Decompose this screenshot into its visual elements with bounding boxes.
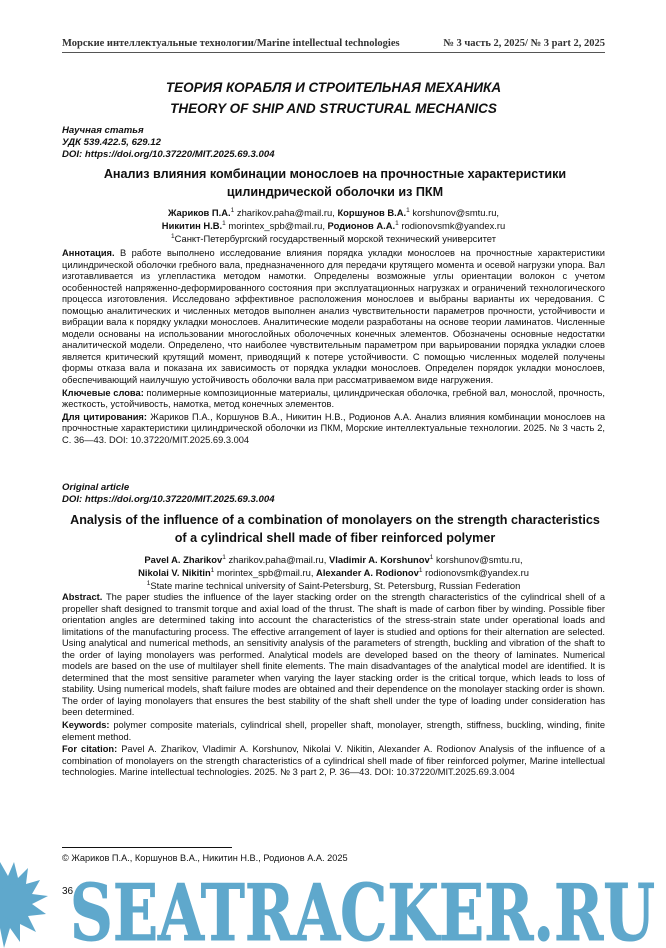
affiliation-mark: 1 xyxy=(418,566,423,574)
author-email: zharikov.paha@mail.ru, xyxy=(228,554,327,565)
article-meta-en xyxy=(62,482,605,506)
abstract-block-en xyxy=(62,592,605,780)
abstract-en xyxy=(62,592,605,719)
affiliation: Санкт-Петербургский государственный морской технический университет xyxy=(174,233,496,244)
article-title-ru: Анализ влияния комбинации монослоев на прочностные характеристики цилиндрической оболочки из ПКМ xyxy=(103,167,567,199)
section-title-ru: ТЕОРИЯ КОРАБЛЯ И СТРОИТЕЛЬНАЯ МЕХАНИКА xyxy=(165,80,502,95)
citation-text: Жариков П.А., Коршунов В.А., Никитин Н.В., Родионов А.А. Анализ влияния комбинации монослоев на прочностные характеристики цилиндрической оболочки из ПКМ, Морские интеллектуальные технологии. 2025. № 3 часть 2, С. 36—43. DOI: 10.37220/MIT.2025.69.3.004 xyxy=(62,411,605,445)
copyright-note: © Жариков П.А., Коршунов В.А., Никитин Н.В., Родионов А.А. 2025 xyxy=(62,853,348,863)
authors-en xyxy=(62,553,605,592)
authors-ru xyxy=(62,206,605,245)
page-number: 36 xyxy=(62,886,74,897)
running-header xyxy=(62,38,605,53)
affiliation-mark: 1 xyxy=(222,219,226,227)
affiliation-mark: 1 xyxy=(406,206,410,214)
citation-ru xyxy=(62,412,605,447)
author-name: Vladimir A. Korshunov xyxy=(329,554,430,565)
author-email: morintex_spb@mail.ru, xyxy=(216,567,314,578)
abstract-label: Abstract. xyxy=(62,592,103,602)
author-name: Коршунов В.А. xyxy=(337,207,407,218)
article-meta-ru xyxy=(62,125,605,161)
author-email: rodionovsmk@yandex.ru xyxy=(425,567,529,578)
affiliation-mark: 1 xyxy=(230,206,235,214)
sunburst-icon xyxy=(0,862,48,948)
affiliation-mark: 1 xyxy=(170,232,175,240)
author-name: Никитин Н.В. xyxy=(161,220,223,231)
author-name: Nikolai V. Nikitin xyxy=(138,567,211,578)
author-email: korshunov@smtu.ru, xyxy=(435,554,523,565)
watermark-text: SEATRACKER.RU xyxy=(70,868,655,948)
author-email: rodionovsmk@yandex.ru xyxy=(401,220,506,231)
keywords-label: Keywords: xyxy=(62,720,110,731)
author-name: Alexander A. Rodionov xyxy=(316,567,419,578)
keywords-en xyxy=(62,720,605,743)
keywords-ru xyxy=(62,388,605,411)
abstract-text: The paper studies the influence of the layer stacking order on the strength characteristics of the cylindrical shell of a propeller shaft designed to transmit torque and axial load of the thrust. The shaft is made of carbon fiber by winding. Possible fiber orientation angles are determined taking into account the characteristics of the stress-strain state under operational loads and limitations of the manufacturing process. The effective arrangement of layer is studied and options for their alternation are selected. Using analytical and numerical methods, an sensitivity analysis of the parameters of strength, buckling and vibration of the shaft to the order of laying monolayers was performed. Analytical models are developed based on the theory of laminates. Numerical models are based on the use of multilayer shell finite elements. The main disadvantages of the analytical model are identified. It is determined that the most sensitive parameter when varying the layer stacking order is the critical torque, which leads to loss of stability. Using numerical models, shaft failure modes are obtained and their dependence on the monolayer stacking order is shown. The order of laying monolayers that ensures the best stability of the shaft shell under the type of loading under consideration has been determined. xyxy=(62,592,605,718)
abstract-text: В работе выполнено исследование влияния порядка укладки монослоев на прочностные характеристики цилиндрической оболочки гребного вала, предназначенного для передачи крутящего момента и осевой нагрузки упора. Вал изготавливается из углепластика методом намотки. Определены возможные углы ориентации волокон с учетом особенностей напряженно-деформированного состояния при эксплуатационных нагрузках и ограничений технологического процесса изготовления. Исследовано эффективное расположения монослоев и выбраны варианты их чередования. С помощью аналитических и численных методов выполнен анализ чувствительности параметров прочности, устойчивости и вибрации вала к порядку укладки монослоев. Аналитические модели разработаны на основе теории ламинатов. Численные модели основаны на использовании многослойных оболочечных конечных элементов. Обозначены основные недостатки аналитической модели. Определено, что наиболее чувствительным параметром при варьировании порядка укладки слоев является критический крутящий момент, приводящий к потере устойчивости. С помощью численных моделей получены формы отказа вала и показана их зависимость от порядка укладки монослоев. Определен порядок укладки монослоев, обеспечивающий наилучшую устойчивость оболочки вала при рассматриваемом виде нагружения. xyxy=(62,248,606,386)
affiliation-mark: 1 xyxy=(146,579,151,587)
udc: УДК 539.422.5, 629.12 xyxy=(62,137,161,148)
author-email: korshunov@smtu.ru, xyxy=(412,207,500,218)
affiliation-mark: 1 xyxy=(210,566,215,574)
keywords-label: Ключевые слова: xyxy=(62,387,144,398)
author-email: morintex_spb@mail.ru, xyxy=(228,220,325,231)
citation-text: Pavel A. Zharikov, Vladimir A. Korshunov, Nikolai V. Nikitin, Alexander A. Rodionov Analysis of the influence of a combination of monolayers on the strength characteristics of a cylindrical shell made of fiber reinforced polymer, Marine intellectual technologies. Marine intellectual technologies. 2025. № 3 part 2, P. 36—43. DOI: 10.37220/MIT.2025.69.3.004 xyxy=(62,744,605,778)
journal-name: Морские интеллектуальные технологии/Marine intellectual technologies xyxy=(62,38,400,49)
affiliation-mark: 1 xyxy=(222,553,226,561)
doi: DOI: https://doi.org/10.37220/MIT.2025.69.3.004 xyxy=(62,149,275,160)
author-name: Pavel A. Zharikov xyxy=(144,554,223,565)
affiliation-mark: 1 xyxy=(395,219,399,227)
affiliation: State marine technical university of Saint-Petersburg, St. Petersburg, Russian Federation xyxy=(150,580,521,591)
section-title-en: THEORY OF SHIP AND STRUCTURAL MECHANICS xyxy=(170,101,497,116)
issue-info: № 3 часть 2, 2025/ № 3 part 2, 2025 xyxy=(443,38,605,49)
article-title-en: Analysis of the influence of a combination of monolayers on the strength characteristics of a cylindrical shell made of fiber reinforced polymer xyxy=(70,513,600,545)
doi: DOI: https://doi.org/10.37220/MIT.2025.69.3.004 xyxy=(62,494,275,505)
abstract-ru xyxy=(62,248,605,387)
abstract-block-ru xyxy=(62,248,605,447)
citation-en xyxy=(62,744,605,779)
footnote-divider xyxy=(62,847,232,848)
article-type: Научная статья xyxy=(62,125,144,136)
author-name: Родионов А.А. xyxy=(327,220,396,231)
author-name: Жариков П.А. xyxy=(167,207,231,218)
author-email: zharikov.paha@mail.ru, xyxy=(236,207,335,218)
abstract-label: Аннотация. xyxy=(62,248,115,258)
keywords-text: polymer composite materials, cylindrical shell, propeller shaft, monolayer, strength, stiffness, buckling, winding, finite element method. xyxy=(62,720,605,742)
keywords-text: полимерные композиционные материалы, цилиндрическая оболочка, гребной вал, монослой, прочность, жесткость, устойчивость, намотка, метод конечных элементов. xyxy=(62,387,605,410)
article-type: Original article xyxy=(62,482,130,493)
citation-label: For citation: xyxy=(62,744,118,755)
affiliation-mark: 1 xyxy=(429,553,434,561)
seatracker-watermark xyxy=(0,862,666,948)
citation-label: Для цитирования: xyxy=(62,411,147,422)
